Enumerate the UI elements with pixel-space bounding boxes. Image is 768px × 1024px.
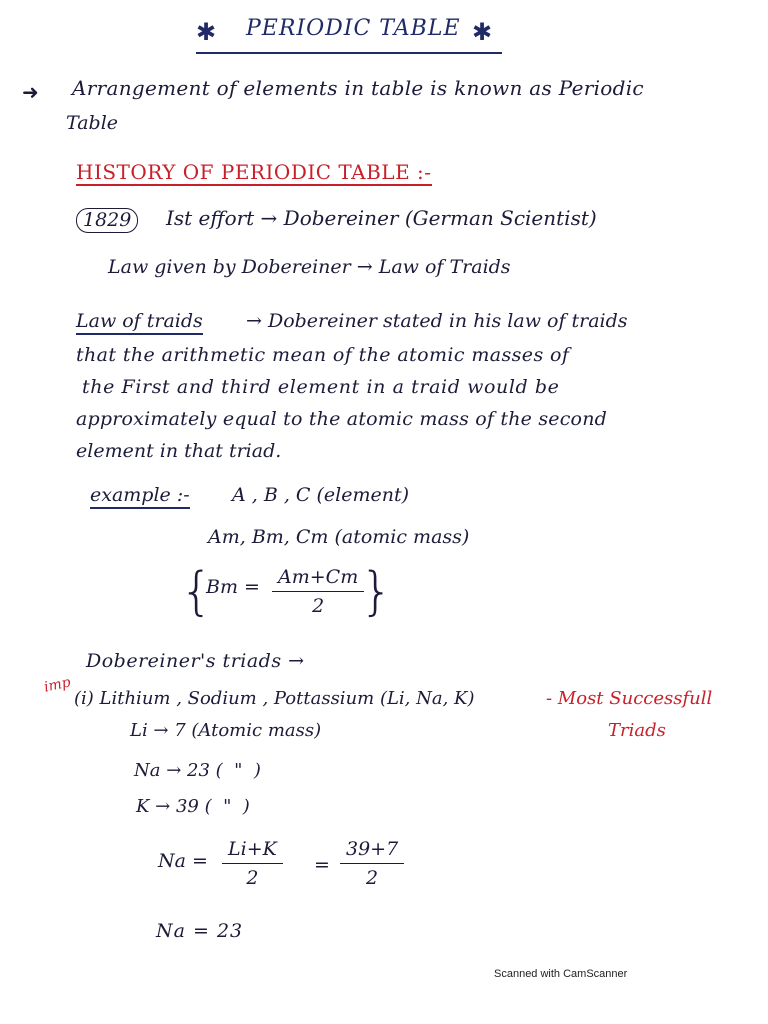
triad-note-2: Triads — [608, 720, 666, 741]
calc-numerator-2: 39+7 — [340, 838, 404, 864]
calc-equals: = — [314, 854, 330, 876]
triads-heading: Dobereiner's triads → — [86, 650, 305, 672]
scanner-footer: Scanned with CamScanner — [494, 968, 628, 980]
arrow-icon: ➜ — [22, 80, 39, 104]
page-title: PERIODIC TABLE — [246, 16, 461, 41]
calc-denominator-1: 2 — [246, 867, 259, 889]
title-star-right: ✱ — [472, 18, 493, 46]
imp-mark: imp — [42, 674, 73, 696]
intro-line-2: Table — [66, 112, 119, 134]
calc-result: Na = 23 — [156, 920, 244, 942]
calc-fraction-1 — [222, 838, 283, 889]
law-given-line: Law given by Dobereiner → Law of Traids — [108, 256, 511, 278]
calc-lhs: Na = — [158, 850, 208, 872]
law-line-3: the First and third element in a traid would be — [82, 376, 560, 398]
effort-line: Ist effort → Dobereiner (German Scientist) — [166, 206, 597, 230]
law-line-4: approximately equal to the atomic mass of the second — [76, 408, 607, 430]
year-1829: 1829 — [76, 208, 138, 233]
triad-note: - Most Successfull — [546, 688, 713, 709]
calc-denominator-2: 2 — [366, 867, 379, 889]
law-line-1: → Dobereiner stated in his law of traids — [246, 310, 628, 332]
formula-brace-left: { — [180, 562, 214, 622]
example-elements: A , B , C (element) — [232, 484, 410, 506]
triad-item-1: (i) Lithium , Sodium , Pottassium (Li, Na, K) — [74, 688, 475, 709]
law-of-traids-label: Law of traids — [76, 312, 203, 335]
k-mass: K → 39 ( " ) — [136, 796, 250, 817]
na-mass: Na → 23 ( " ) — [134, 760, 261, 781]
law-line-2: that the arithmetic mean of the atomic masses of — [76, 344, 570, 366]
intro-line-1: Arrangement of elements in table is known as Periodic — [72, 76, 644, 100]
formula-brace-right: } — [360, 562, 394, 622]
title-star-left: ✱ — [196, 18, 217, 46]
law-line-5: element in that triad. — [76, 440, 282, 462]
history-heading: HISTORY OF PERIODIC TABLE :- — [76, 160, 432, 184]
formula-denominator: 2 — [312, 595, 325, 617]
formula-lhs: Bm = — [206, 576, 260, 598]
calc-numerator-1: Li+K — [222, 838, 283, 864]
li-mass: Li → 7 (Atomic mass) — [130, 720, 322, 741]
formula-fraction — [272, 566, 364, 617]
calc-fraction-2 — [340, 838, 404, 889]
formula-numerator: Am+Cm — [272, 566, 364, 592]
example-masses: Am, Bm, Cm (atomic mass) — [208, 526, 470, 548]
title-underline — [196, 52, 502, 54]
example-label: example :- — [90, 486, 190, 509]
